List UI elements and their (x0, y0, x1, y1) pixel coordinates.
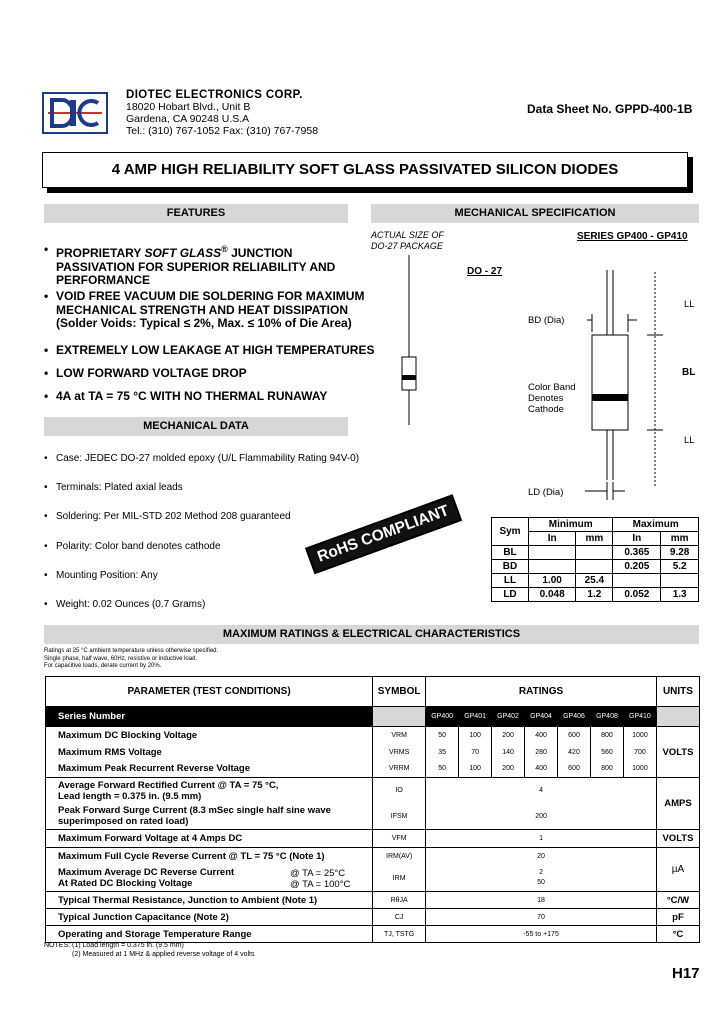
bullet-icon: • (44, 366, 49, 380)
table-row (46, 761, 700, 778)
value-cell: 20 (426, 848, 657, 866)
bullet-icon: • (44, 242, 49, 256)
dim-header-sym: Sym (492, 518, 529, 546)
ll-bottom-label: LL (684, 435, 695, 446)
bullet-icon: • (44, 453, 48, 464)
package-label: DO - 27 (467, 266, 503, 277)
dim-cell: BL (492, 546, 529, 560)
symbol-cell: VRRM (373, 761, 426, 778)
value-cell: 140 (492, 744, 525, 761)
param-cell: Typical Junction Capacitance (Note 2) (46, 909, 373, 926)
unit-cell: °C/W (656, 892, 699, 909)
surge-current-param (46, 804, 373, 830)
cond-25c: @ TA = 25°C (290, 867, 346, 879)
feature-4-line-1: LOW FORWARD VOLTAGE DROP (56, 366, 247, 380)
value-cell: 100 (459, 727, 492, 744)
dim-cell: 0.365 (613, 546, 661, 560)
series-cell: GP410 (623, 707, 656, 727)
value-cell (426, 866, 657, 892)
avg-forward-line-1: Average Forward Rectified Current @ TA = 75 °C, (58, 779, 279, 791)
value-cell: 35 (426, 744, 459, 761)
avg-forward-line-2: Lead length = 0.375 in. (9.5 mm) (58, 790, 202, 802)
dim-cell: 25.4 (576, 574, 613, 588)
dc-reverse-line-2: At Rated DC Blocking Voltage (58, 878, 193, 890)
dim-cell (613, 574, 661, 588)
note-2: (2) Measured at 1 MHz & applied reverse voltage of 4 volts (72, 950, 255, 958)
dim-unit-mm: mm (576, 532, 613, 546)
unit-cell: pF (656, 909, 699, 926)
color-band-line-3: Cathode (528, 404, 564, 415)
title-box (42, 152, 688, 188)
actual-size-label (371, 230, 444, 251)
series-cell: GP402 (492, 707, 525, 727)
table-row (46, 892, 700, 909)
value-cell: 70 (459, 744, 492, 761)
symbol-cell: IO (373, 778, 426, 804)
dim-cell: 0.052 (613, 588, 661, 602)
value-cell: 4 (426, 778, 657, 804)
dim-header-max: Maximum (613, 518, 699, 532)
value-cell: 560 (590, 744, 623, 761)
dim-cell (576, 546, 613, 560)
value-cell: 800 (590, 727, 623, 744)
ratings-pre-notes (44, 648, 218, 671)
series-units-blank (656, 707, 699, 727)
color-band-line-2: Denotes (528, 393, 564, 404)
color-band-line-1: Color Band (528, 382, 576, 393)
value-cell: 400 (525, 761, 558, 778)
dim-unit-in: In (529, 532, 576, 546)
symbol-cell: TJ, TSTG (373, 926, 426, 943)
dc-reverse-line-1: Maximum Average DC Reverse Current (58, 867, 235, 879)
ratings-table (45, 676, 700, 943)
symbol-cell: IRM (373, 866, 426, 892)
param-cell: Maximum Peak Recurrent Reverse Voltage (46, 761, 373, 778)
value-cell: 50 (426, 727, 459, 744)
feature-2-line-2: MECHANICAL STRENGTH AND HEAT DISSIPATION (56, 302, 349, 317)
table-row (46, 909, 700, 926)
col-ratings: RATINGS (426, 677, 657, 707)
unit-cell: °C (656, 926, 699, 943)
symbol-cell: VRM (373, 727, 426, 744)
avg-forward-current-param (46, 778, 373, 804)
col-parameter: PARAMETER (TEST CONDITIONS) (46, 677, 373, 707)
table-row (492, 588, 699, 602)
series-cell: GP408 (590, 707, 623, 727)
value-cell: 1000 (623, 727, 656, 744)
value-cell: 200 (492, 727, 525, 744)
feature-1-line-3: PERFORMANCE (56, 273, 151, 287)
series-cell: GP400 (426, 707, 459, 727)
value-cell: 50 (426, 761, 459, 778)
unit-cell: VOLTS (656, 830, 699, 848)
symbol-cell: VFM (373, 830, 426, 848)
dim-cell (576, 560, 613, 574)
mech-item-2-text: Terminals: Plated axial leads (56, 482, 183, 493)
symbol-cell: IRM(AV) (373, 848, 426, 866)
phone-fax: Tel.: (310) 767-1052 Fax: (310) 767-7958 (126, 125, 319, 137)
dim-cell: 0.048 (529, 588, 576, 602)
table-row (46, 830, 700, 848)
ir-value-25c: 2 (539, 869, 543, 877)
table-row (46, 778, 700, 804)
dim-cell: LL (492, 574, 529, 588)
amps-unit: AMPS (656, 778, 699, 830)
table-row (46, 926, 700, 943)
table-row (46, 866, 700, 892)
dim-cell: 5.2 (661, 560, 699, 574)
actual-size-line-2: DO-27 PACKAGE (371, 240, 443, 251)
dim-cell: 1.00 (529, 574, 576, 588)
dim-cell: 9.28 (661, 546, 699, 560)
dim-unit-in: In (613, 532, 661, 546)
bullet-icon: • (44, 511, 48, 522)
bullet-icon: • (44, 389, 49, 403)
datasheet-number: Data Sheet No. GPPD-400-1B (527, 102, 693, 116)
param-cell: Typical Thermal Resistance, Junction to Ambient (Note 1) (46, 892, 373, 909)
company-logo (42, 92, 108, 134)
table-row (46, 848, 700, 866)
series-cell: GP406 (558, 707, 591, 727)
value-cell: 70 (426, 909, 657, 926)
feature-1-line-1: PROPRIETARY SOFT GLASS® JUNCTION (56, 244, 293, 260)
table-row (492, 560, 699, 574)
dc-reverse-conditions (290, 868, 350, 890)
param-cell: Maximum RMS Voltage (46, 744, 373, 761)
table-row (492, 546, 699, 560)
bullet-icon: • (44, 289, 49, 303)
do27-outline-drawing-icon (585, 270, 695, 510)
address-line-2: Gardena, CA 90248 U.S.A (126, 113, 250, 125)
dim-cell: 1.3 (661, 588, 699, 602)
series-symbol-blank (373, 707, 426, 727)
page-title: 4 AMP HIGH RELIABILITY SOFT GLASS PASSIVATED SILICON DIODES (111, 161, 619, 178)
ld-label: LD (Dia) (528, 487, 564, 498)
mech-item-1-text: Case: JEDEC DO-27 molded epoxy (U/L Flammability Rating 94V-0) (56, 453, 360, 464)
notes-block (44, 942, 254, 959)
mech-item-3-text: Soldering: Per MIL-STD 202 Method 208 guaranteed (56, 511, 291, 522)
diotec-logo-icon (44, 94, 106, 132)
bullet-icon: • (44, 343, 49, 357)
dimension-table (491, 517, 699, 602)
mech-item-5-text: Mounting Position: Any (56, 570, 158, 581)
value-cell: 100 (459, 761, 492, 778)
page-id: H17 (672, 965, 700, 982)
param-cell: Operating and Storage Temperature Range (46, 926, 373, 943)
note-1: (1) Load length = 0.375 in. (9.5 mm) (72, 942, 184, 949)
table-row (46, 727, 700, 744)
mechanical-data-heading: MECHANICAL DATA (44, 417, 348, 436)
feature-1-line-2: PASSIVATION FOR SUPERIOR RELIABILITY AND (56, 259, 336, 274)
series-label: SERIES GP400 - GP410 (577, 231, 688, 242)
table-row (492, 574, 699, 588)
value-cell: 600 (558, 727, 591, 744)
bullet-icon: • (44, 570, 48, 581)
company-name: DIOTEC ELECTRONICS CORP. (126, 89, 303, 101)
ir-value-100c: 50 (537, 879, 545, 887)
cond-100c: @ TA = 100°C (290, 878, 351, 890)
value-cell: 1 (426, 830, 657, 848)
bl-label: BL (682, 367, 696, 378)
ll-top-label: LL (684, 299, 695, 310)
value-cell: 18 (426, 892, 657, 909)
surge-line-2: superimposed on rated load) (58, 816, 189, 828)
symbol-cell: VRMS (373, 744, 426, 761)
symbol-cell: IFSM (373, 804, 426, 830)
value-cell: 700 (623, 744, 656, 761)
notes-label: NOTES: (44, 942, 71, 949)
bd-label: BD (Dia) (528, 315, 565, 326)
microamp-unit: µA (656, 848, 699, 892)
dim-cell: 0.205 (613, 560, 661, 574)
param-cell: Maximum Full Cycle Reverse Current @ TL = 75 °C (Note 1) (46, 848, 373, 866)
dim-cell: 1.2 (576, 588, 613, 602)
surge-line-1: Peak Forward Surge Current (8.3 mSec single half sine wave (58, 805, 331, 817)
mech-spec-heading: MECHANICAL SPECIFICATION (371, 204, 699, 223)
dc-reverse-current-param (46, 866, 373, 892)
value-cell: 400 (525, 727, 558, 744)
value-cell: 600 (558, 761, 591, 778)
dim-cell: LD (492, 588, 529, 602)
bullet-icon: • (44, 482, 48, 493)
actual-size-diode-icon (380, 255, 440, 425)
bullet-icon: • (44, 599, 48, 610)
feature-3-line-1: EXTREMELY LOW LEAKAGE AT HIGH TEMPERATURES (56, 343, 375, 357)
volts-unit: VOLTS (656, 727, 699, 778)
value-cell: 800 (590, 761, 623, 778)
series-number-label: Series Number (46, 707, 373, 727)
value-cell: 280 (525, 744, 558, 761)
col-units: UNITS (656, 677, 699, 707)
rohs-compliant-badge: RoHS COMPLIANT (305, 494, 462, 574)
col-symbol: SYMBOL (373, 677, 426, 707)
address-line-1: 18020 Hobart Blvd., Unit B (126, 101, 251, 113)
ratings-heading: MAXIMUM RATINGS & ELECTRICAL CHARACTERISTICS (44, 625, 699, 644)
bullet-icon: • (44, 541, 48, 552)
dim-cell (529, 560, 576, 574)
dim-header-min: Minimum (529, 518, 613, 532)
series-cell: GP404 (525, 707, 558, 727)
value-cell: 200 (426, 804, 657, 830)
feature-2-line-3: (Solder Voids: Typical ≤ 2%, Max. ≤ 10% of Die Area) (56, 316, 352, 330)
color-band-label (528, 382, 576, 415)
actual-size-line-1: ACTUAL SIZE OF (371, 230, 444, 240)
mech-item-4-text: Polarity: Color band denotes cathode (56, 541, 221, 552)
value-cell: 420 (558, 744, 591, 761)
feature-2-line-1: VOID FREE VACUUM DIE SOLDERING FOR MAXIMUM (56, 289, 365, 303)
series-cell: GP401 (459, 707, 492, 727)
value-cell: 1000 (623, 761, 656, 778)
dim-unit-mm: mm (661, 532, 699, 546)
pre-note-2: Single phase, half wave, 60Hz, resistive or inductive load. (44, 655, 198, 662)
value-cell: 200 (492, 761, 525, 778)
symbol-cell: CJ (373, 909, 426, 926)
table-row (46, 804, 700, 830)
value-cell: -55 to +175 (426, 926, 657, 943)
dim-cell: BD (492, 560, 529, 574)
features-heading: FEATURES (44, 204, 348, 223)
table-row (46, 744, 700, 761)
dim-cell (661, 574, 699, 588)
dim-cell (529, 546, 576, 560)
symbol-cell: RθJA (373, 892, 426, 909)
feature-5-line-1: 4A at TA = 75 °C WITH NO THERMAL RUNAWAY (56, 389, 328, 403)
param-cell: Maximum Forward Voltage at 4 Amps DC (46, 830, 373, 848)
pre-note-3: For capacitive loads, derate current by 20%. (44, 663, 162, 669)
param-cell: Maximum DC Blocking Voltage (46, 727, 373, 744)
company-address-block (126, 89, 318, 137)
mech-item-6-text: Weight: 0.02 Ounces (0.7 Grams) (56, 599, 206, 610)
pre-note-1: Ratings at 25 °C ambient temperature unless otherwise specified. (44, 648, 219, 654)
